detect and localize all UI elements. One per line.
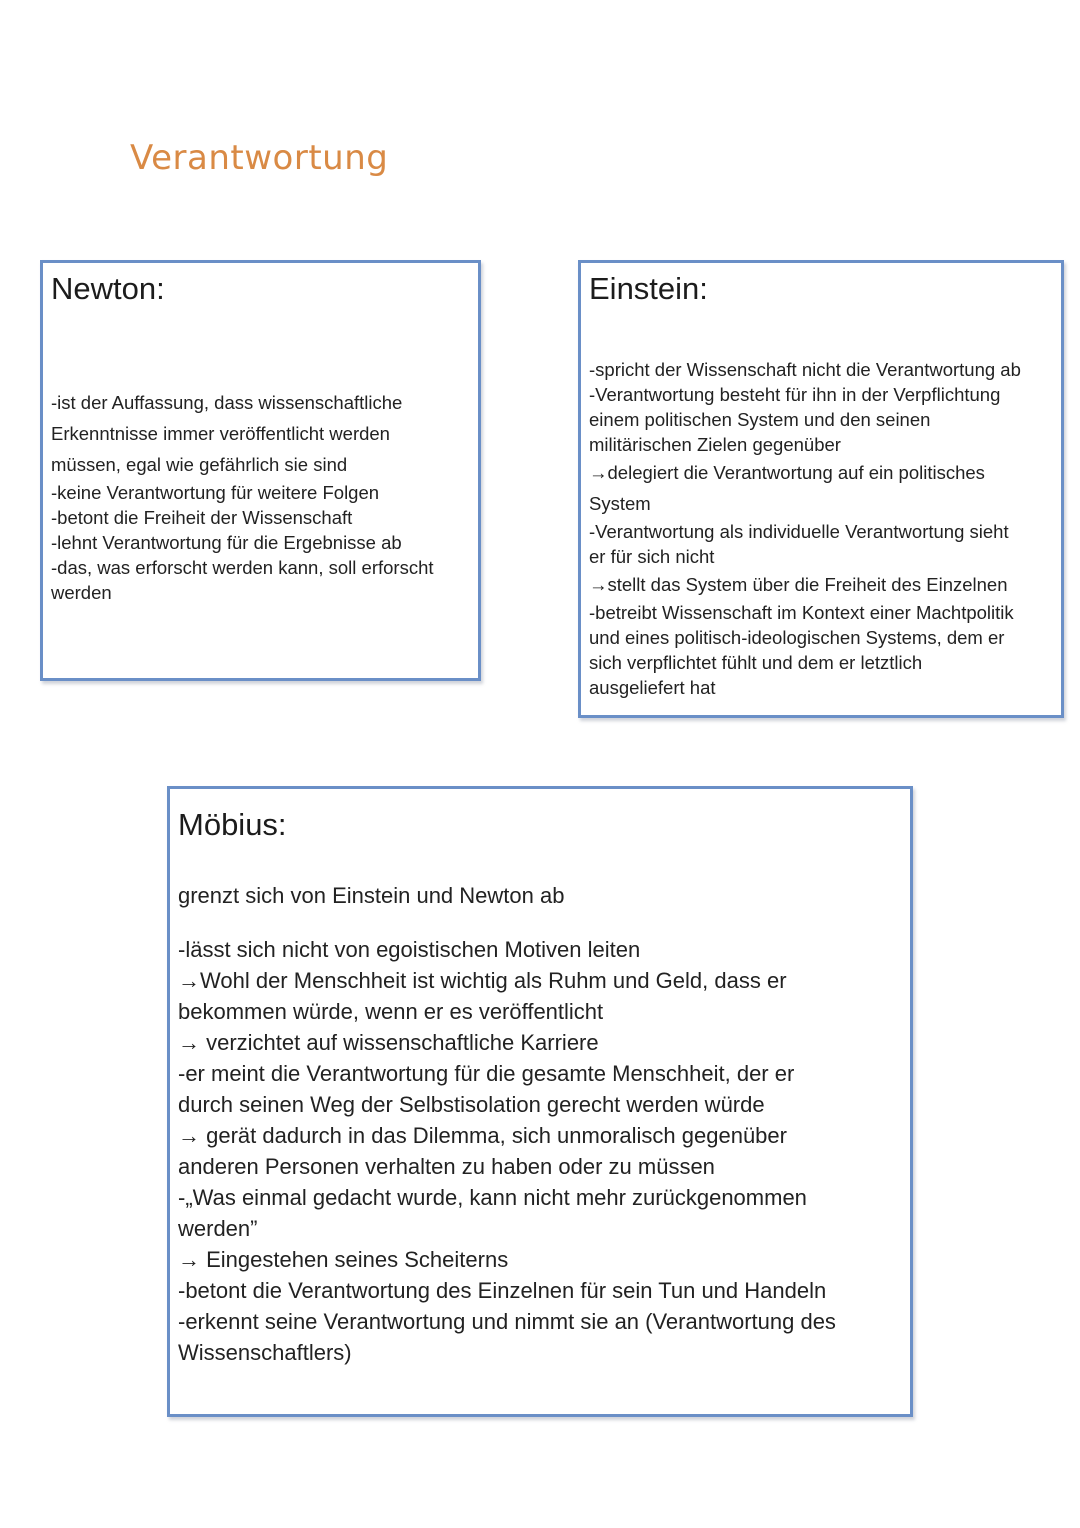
moebius-line: -„Was einmal gedacht wurde, kann nicht mehr zurückgenommen (178, 1185, 807, 1210)
einstein-line: System (589, 493, 651, 514)
newton-line: werden (51, 582, 112, 603)
moebius-card (167, 786, 913, 1417)
newton-line: -lehnt Verantwortung für die Ergebnisse ab (51, 532, 402, 553)
moebius-line: → Eingestehen seines Scheiterns (178, 1247, 509, 1272)
newton-line: -betont die Freiheit der Wissenschaft (51, 507, 353, 528)
moebius-line: werden” (178, 1216, 258, 1241)
einstein-line: militärischen Zielen gegenüber (589, 434, 841, 455)
einstein-heading: Einstein: (589, 271, 708, 306)
moebius-line: durch seinen Weg der Selbstisolation gerecht werden würde (178, 1092, 765, 1117)
einstein-line: er für sich nicht (589, 546, 715, 567)
moebius-line: -lässt sich nicht von egoistischen Motiven leiten (178, 937, 641, 962)
moebius-line: -erkennt seine Verantwortung und nimmt sie an (Verantwortung des (178, 1309, 836, 1334)
einstein-line: sich verpflichtet fühlt und dem er letztlich (589, 652, 923, 673)
einstein-line: einem politischen System und den seinen (589, 409, 931, 430)
einstein-text (589, 357, 1021, 700)
einstein-line: →delegiert die Verantwortung auf ein politisches (589, 462, 985, 483)
newton-line: müssen, egal wie gefährlich sie sind (51, 454, 348, 475)
einstein-line: →stellt das System über die Freiheit des Einzelnen (589, 574, 1008, 595)
moebius-line: → verzichtet auf wissenschaftliche Karriere (178, 1030, 599, 1055)
newton-text (51, 387, 434, 605)
newton-line: -das, was erforscht werden kann, soll erforscht (51, 557, 434, 578)
moebius-line: -er meint die Verantwortung für die gesamte Menschheit, der er (178, 1061, 795, 1086)
einstein-line: -betreibt Wissenschaft im Kontext einer Machtpolitik (589, 602, 1014, 623)
einstein-line: ausgeliefert hat (589, 677, 716, 698)
einstein-card (578, 260, 1064, 718)
einstein-line: -Verantwortung besteht für ihn in der Verpflichtung (589, 384, 1001, 405)
moebius-text (178, 934, 836, 1368)
moebius-line: Wissenschaftlers) (178, 1340, 352, 1365)
moebius-intro: grenzt sich von Einstein und Newton ab (178, 883, 565, 908)
newton-card (40, 260, 481, 681)
newton-line: Erkenntnisse immer veröffentlicht werden (51, 423, 390, 444)
newton-line: -ist der Auffassung, dass wissenschaftliche (51, 392, 403, 413)
moebius-line: →Wohl der Menschheit ist wichtig als Ruhm und Geld, dass er (178, 968, 787, 993)
moebius-heading: Möbius: (178, 807, 287, 842)
moebius-line: anderen Personen verhalten zu haben oder zu müssen (178, 1154, 715, 1179)
moebius-line: bekommen würde, wenn er es veröffentlicht (178, 999, 604, 1024)
moebius-line: → gerät dadurch in das Dilemma, sich unmoralisch gegenüber (178, 1123, 787, 1148)
einstein-line: und eines politisch-ideologischen Systems, dem er (589, 627, 1005, 648)
page-title: Verantwortung (130, 138, 389, 178)
moebius-line: -betont die Verantwortung des Einzelnen für sein Tun und Handeln (178, 1278, 827, 1303)
einstein-line: -spricht der Wissenschaft nicht die Verantwortung ab (589, 359, 1021, 380)
newton-heading: Newton: (51, 271, 165, 306)
einstein-line: -Verantwortung als individuelle Verantwortung sieht (589, 521, 1009, 542)
newton-line: -keine Verantwortung für weitere Folgen (51, 482, 380, 503)
